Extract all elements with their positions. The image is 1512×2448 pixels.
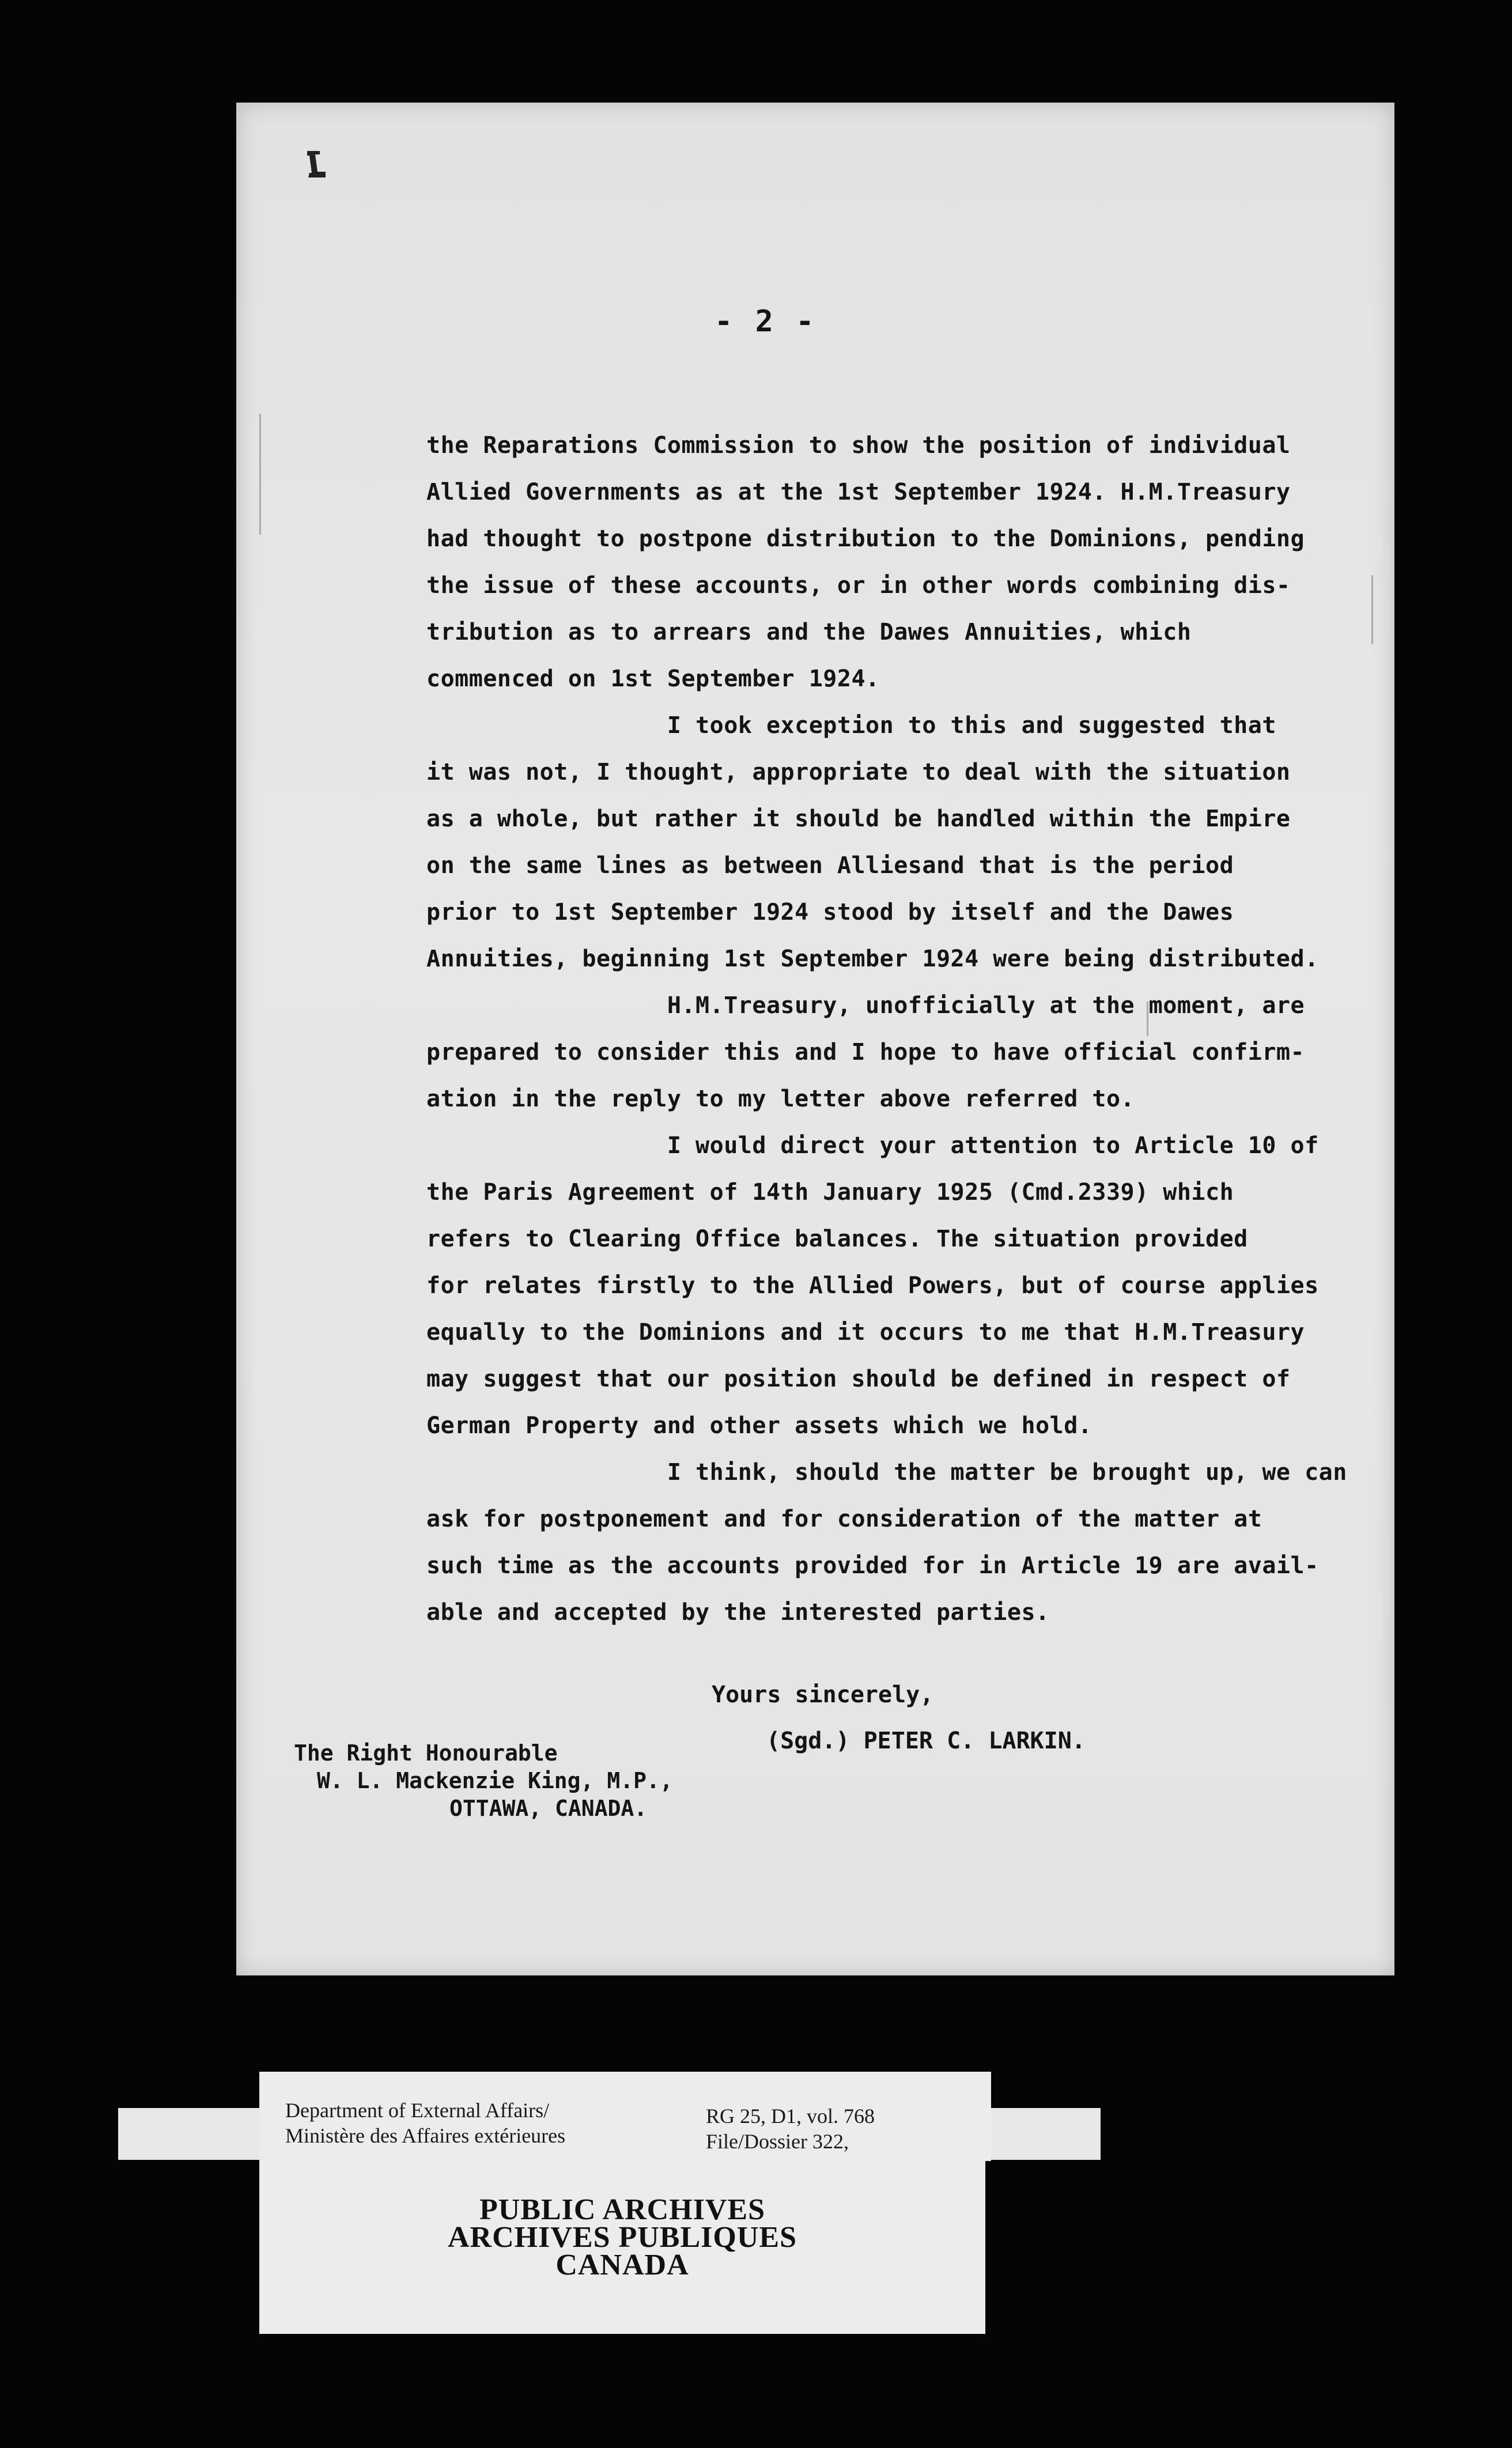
letter-body: [426, 422, 1348, 1636]
department-block: [285, 2098, 565, 2148]
archive-title-fr: ARCHIVES PUBLIQUES: [447, 2221, 797, 2254]
addressee-line: W. L. Mackenzie King, M.P.,: [317, 1768, 673, 1793]
body-line: tribution as to arrears and the Dawes Annuities, which: [426, 619, 1192, 645]
label-wing-left: [118, 2108, 259, 2160]
body-line: Annuities, beginning 1st September 1924 were being distributed.: [426, 946, 1319, 972]
body-line: had thought to postpone distribution to the Dominions, pending: [426, 526, 1305, 552]
body-line: it was not, I thought, appropriate to deal with the situation: [426, 759, 1291, 785]
closing: Yours sincerely,: [712, 1682, 934, 1708]
body-line: commenced on 1st September 1924.: [426, 666, 880, 692]
reference-block: [706, 2103, 875, 2154]
body-line: the Paris Agreement of 14th January 1925 (Cmd.2339) which: [426, 1179, 1234, 1206]
body-line: for relates firstly to the Allied Powers, but of course applies: [426, 1272, 1319, 1299]
body-line: ation in the reply to my letter above referred to.: [426, 1086, 1135, 1112]
addressee-line: OTTAWA, CANADA.: [449, 1796, 648, 1821]
page-number: - 2 -: [715, 304, 817, 339]
file-dossier: File/Dossier 322,: [706, 2130, 849, 2153]
signature: (Sgd.) PETER C. LARKIN.: [766, 1728, 1086, 1754]
body-line: as a whole, but rather it should be handled within the Empire: [426, 806, 1291, 832]
body-line: may suggest that our position should be defined in respect of: [426, 1366, 1291, 1392]
body-line: able and accepted by the interested parties.: [426, 1599, 1050, 1626]
archive-stamp: [259, 2161, 985, 2334]
body-line: on the same lines as between Alliesand that is the period: [426, 852, 1234, 879]
body-line: German Property and other assets which we hold.: [426, 1412, 1093, 1439]
department-en: Department of External Affairs/: [285, 2099, 550, 2122]
record-group: RG 25, D1, vol. 768: [706, 2105, 875, 2128]
body-line: Allied Governments as at the 1st September 1924. H.M.Treasury: [426, 479, 1291, 505]
margin-mark-icon: [303, 149, 329, 182]
body-line: the Reparations Commission to show the position of individual: [426, 432, 1291, 459]
body-line: refers to Clearing Office balances. The situation provided: [426, 1226, 1248, 1252]
letter-page: [236, 103, 1394, 1975]
body-line: prior to 1st September 1924 stood by itself and the Dawes: [426, 899, 1234, 925]
archive-reference-slip: [259, 2072, 991, 2161]
body-line: I would direct your attention to Article 10 of: [426, 1132, 1319, 1159]
archive-title-en: PUBLIC ARCHIVES: [479, 2193, 766, 2226]
body-line: the issue of these accounts, or in other words combining dis-: [426, 572, 1291, 599]
body-line: equally to the Dominions and it occurs to me that H.M.Treasury: [426, 1319, 1305, 1346]
label-wing-right: [991, 2108, 1101, 2160]
body-line: I think, should the matter be brought up, we can: [426, 1459, 1347, 1486]
addressee-line: The Right Honourable: [294, 1740, 558, 1766]
body-line: I took exception to this and suggested that: [426, 712, 1276, 739]
body-line: ask for postponement and for consideration of the matter at: [426, 1506, 1262, 1532]
addressee-block: [294, 1739, 673, 1822]
department-fr: Ministère des Affaires extérieures: [285, 2124, 566, 2147]
body-line: such time as the accounts provided for in Article 19 are avail-: [426, 1552, 1319, 1579]
body-line: prepared to consider this and I hope to have official confirm-: [426, 1039, 1305, 1066]
body-line: H.M.Treasury, unofficially at the moment, are: [426, 992, 1305, 1019]
archive-country: CANADA: [555, 2249, 689, 2281]
